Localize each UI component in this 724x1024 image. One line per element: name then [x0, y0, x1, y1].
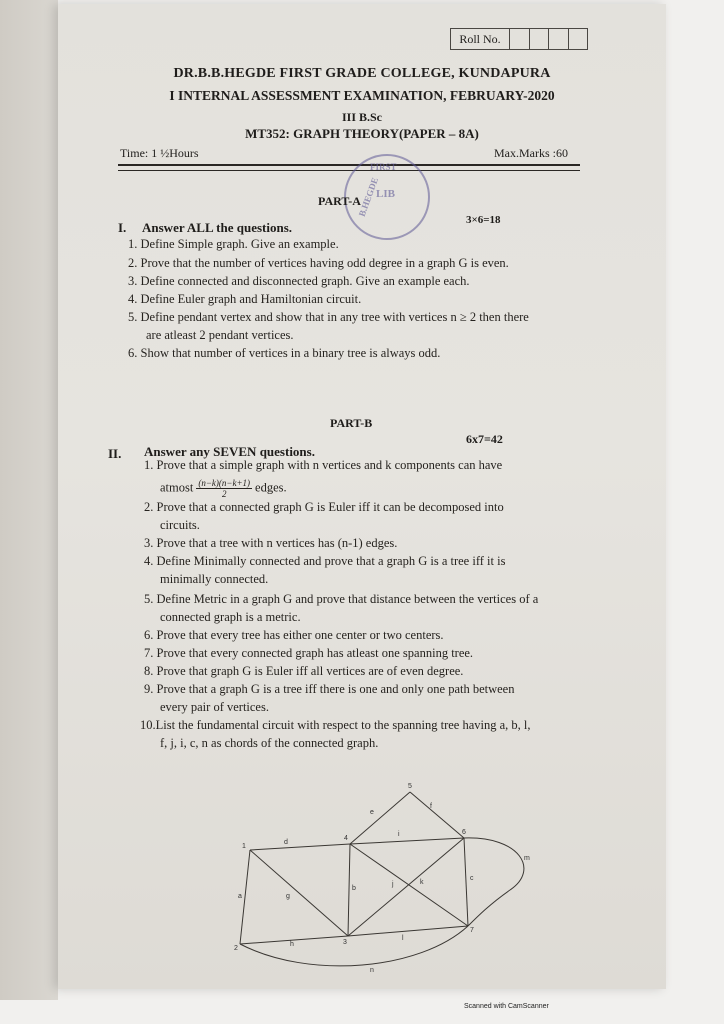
question-b9-continued: every pair of vertices. — [160, 700, 269, 714]
roll-cell — [549, 29, 569, 49]
part-a-marks: 3×6=18 — [466, 214, 501, 226]
scanner-footer: Scanned with CamScanner — [464, 1003, 549, 1010]
question-b10: 10.List the fundamental circuit with respect to the spanning tree having a, b, l, — [140, 718, 531, 732]
question-b3: 3. Prove that a tree with n vertices has (n-1) edges. — [144, 536, 398, 550]
edge-h — [240, 936, 348, 944]
question-a1: 1. Define Simple graph. Give an example. — [128, 237, 339, 251]
question-a6: 6. Show that number of vertices in a binary tree is always odd. — [128, 346, 441, 360]
library-stamp: FIRST B.HEGDE LIB — [344, 154, 430, 240]
edge-j — [348, 838, 464, 936]
question-a3: 3. Define connected and disconnected graph. Give an example each. — [128, 274, 470, 288]
edge-k — [350, 844, 468, 926]
part-b-title: PART-B — [330, 416, 373, 430]
college-name: DR.B.B.HEGDE FIRST GRADE COLLEGE, KUNDAPURA — [173, 66, 551, 81]
question-a2: 2. Prove that the number of vertices having odd degree in a graph G is even. — [128, 256, 509, 270]
fraction-formula: $\frac{(n-k)(n-k+1)}{2}$ — [198, 478, 251, 499]
question-b4: 4. Define Minimally connected and prove that a graph G is a tree iff it is — [144, 554, 506, 568]
class-name: III B.Sc — [341, 110, 382, 124]
svg-text:i: i — [398, 831, 400, 838]
roll-cell — [510, 29, 530, 49]
question-b10-continued: f, j, i, c, n as chords of the connected graph. — [160, 736, 379, 750]
question-a5: 5. Define pendant vertex and show that in any tree with vertices n ≥ 2 then there — [128, 310, 529, 324]
roll-number-box — [450, 28, 588, 50]
svg-text:3: 3 — [343, 939, 347, 946]
edge-g — [250, 850, 348, 936]
part-a-instruction: Answer ALL the questions. — [142, 220, 293, 235]
svg-text:6: 6 — [462, 829, 466, 836]
question-b5-continued: connected graph is a metric. — [160, 610, 301, 624]
svg-text:c: c — [470, 875, 474, 882]
svg-text:m: m — [524, 855, 530, 862]
edge-l — [348, 926, 468, 936]
svg-text:f: f — [430, 803, 432, 810]
svg-text:5: 5 — [408, 783, 412, 790]
svg-text:h: h — [290, 941, 294, 948]
part-b-marks: 6x7=42 — [466, 432, 503, 446]
max-marks: Max.Marks :60 — [494, 146, 568, 160]
roll-cell — [530, 29, 550, 49]
edge-c — [464, 838, 468, 926]
edge-d — [250, 844, 350, 850]
question-b2-continued: circuits. — [160, 518, 200, 532]
exam-title: I INTERNAL ASSESSMENT EXAMINATION, FEBRUARY-2020 — [169, 88, 555, 103]
part-b-instruction: Answer any SEVEN questions. — [144, 444, 315, 459]
roll-cell — [569, 29, 588, 49]
header-divider-thin — [118, 170, 580, 171]
svg-text:k: k — [420, 879, 424, 886]
question-b1: 1. Prove that a simple graph with n vertices and k components can have — [144, 458, 503, 472]
edge-i — [350, 838, 464, 844]
question-b1-formula-line: atmost $\frac{(n-k)(n-k+1)}{2}$ edges. — [160, 478, 287, 499]
question-b7: 7. Prove that every connected graph has atleast one spanning tree. — [144, 646, 474, 660]
question-b2: 2. Prove that a connected graph G is Euler iff it can be decomposed into — [144, 500, 504, 514]
svg-text:1: 1 — [242, 843, 246, 850]
svg-text:e: e — [370, 809, 374, 816]
edge-b — [348, 844, 350, 936]
question-b5: 5. Define Metric in a graph G and prove that distance between the vertices of a — [144, 592, 539, 606]
svg-text:a: a — [238, 893, 242, 900]
part-a-title: PART-A — [318, 194, 361, 208]
time-label: Time: 1 ½Hours — [120, 146, 199, 160]
page-shadow-edge — [0, 0, 58, 1000]
svg-text:j: j — [392, 881, 394, 888]
section-one-number: I. — [118, 220, 127, 235]
svg-text:7: 7 — [470, 927, 474, 934]
edge-n — [240, 926, 468, 966]
connected-graph-diagram — [220, 780, 550, 980]
svg-text:g: g — [286, 893, 290, 900]
edge-e — [350, 792, 410, 844]
question-b4-continued: minimally connected. — [160, 572, 269, 586]
question-a4: 4. Define Euler graph and Hamiltonian circuit. — [128, 292, 362, 306]
edge-f — [410, 792, 464, 838]
question-b9: 9. Prove that a graph G is a tree iff there is one and only one path between — [144, 682, 515, 696]
question-b6: 6. Prove that every tree has either one center or two centers. — [144, 628, 444, 642]
svg-text:n: n — [370, 967, 374, 974]
svg-text:d: d — [284, 839, 288, 846]
header-divider — [118, 164, 580, 166]
svg-text:2: 2 — [234, 945, 238, 952]
question-a5-continued: are atleast 2 pendant vertices. — [146, 328, 294, 342]
question-b8: 8. Prove that graph G is Euler iff all vertices are of even degree. — [144, 664, 464, 678]
section-two-number: II. — [108, 446, 122, 461]
svg-text:4: 4 — [344, 835, 348, 842]
svg-text:b: b — [352, 885, 356, 892]
subject-title: MT352: GRAPH THEORY(PAPER – 8A) — [245, 126, 479, 141]
roll-number-label: Roll No. — [451, 29, 510, 49]
svg-text:l: l — [402, 935, 404, 942]
